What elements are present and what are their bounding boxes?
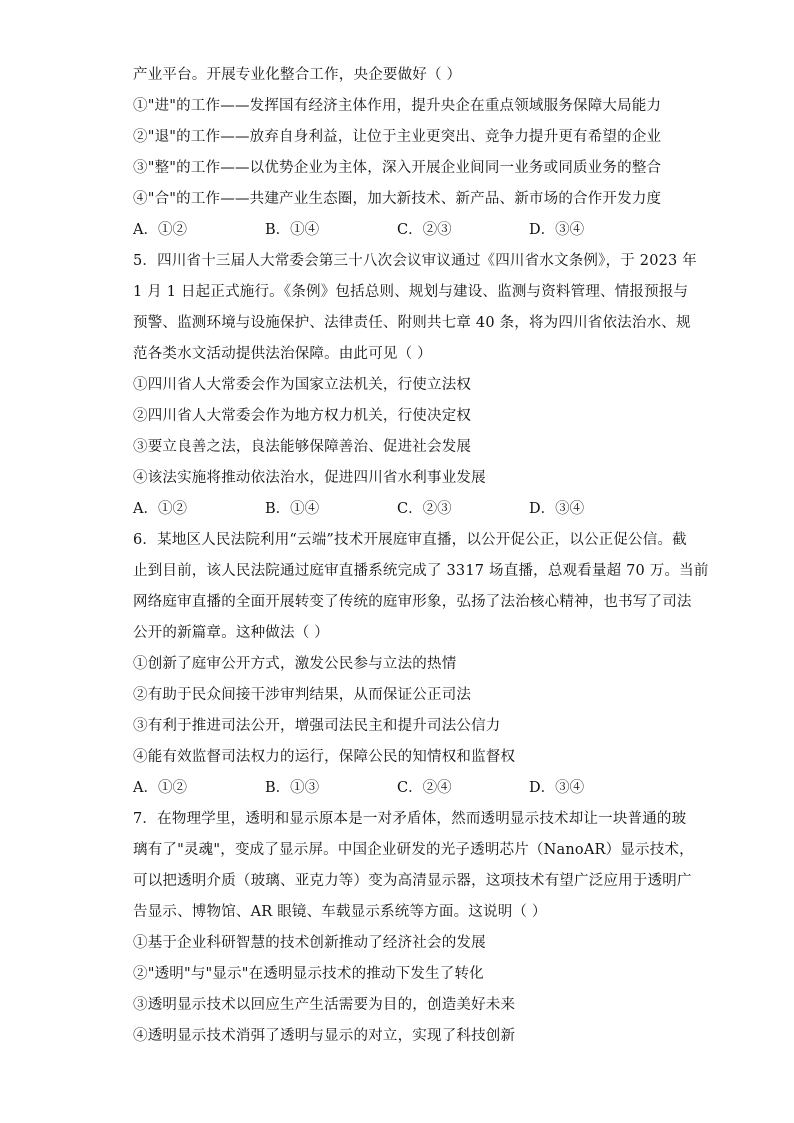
- q6-option-d: D．③④: [529, 780, 585, 796]
- q4-options: [133, 215, 661, 246]
- q5-stem-line-1: 5．四川省十三届人大常委会第三十八次会议审议通过《四川省水文条例》，于 2023 年: [133, 253, 697, 269]
- q5-statement-3: ③要立良善之法，良法能够保障善治、促进社会发展: [133, 439, 472, 455]
- q6-statement-1: ①创新了庭审公开方式，激发公民参与立法的热情: [133, 656, 457, 672]
- q5-option-a: A．①②: [133, 501, 187, 517]
- q7-statement-2: ②"透明"与"显示"在透明显示技术的推动下发生了转化: [133, 966, 484, 982]
- q5-options: [133, 494, 661, 525]
- q5-option-b: B．①④: [265, 501, 320, 517]
- q6-option-b: B．①③: [265, 780, 320, 796]
- q7-stem-line-2: 璃有了"灵魂"，变成了显示屏。中国企业研发的光子透明芯片（NanoAR）显示技术，: [133, 842, 694, 858]
- q6-statement-3: ③有利于推进司法公开，增强司法民主和提升司法公信力: [133, 718, 501, 734]
- q6-stem-line-1: 6．某地区人民法院利用“云端”技术开展庭审直播，以公开促公正，以公正促公信。截: [133, 532, 687, 548]
- q4-option-d: D．③④: [529, 222, 585, 238]
- q4-option-c: C．②③: [397, 222, 452, 238]
- q6-option-c: C．②④: [397, 780, 452, 796]
- q4-option-a: A．①②: [133, 222, 187, 238]
- q7-statement-4: ④透明显示技术消弭了透明与显示的对立，实现了科技创新: [133, 1028, 516, 1044]
- question-4-stem-tail: 产业平台。开展专业化整合工作，央企要做好（ ）: [133, 67, 462, 83]
- q6-statement-2: ②有助于民众间接干涉审判结果，从而保证公正司法: [133, 687, 472, 703]
- q5-option-d: D．③④: [529, 501, 585, 517]
- q4-option-b: B．①④: [265, 222, 320, 238]
- q4-statement-3: ③"整"的工作——以优势企业为主体，深入开展企业间同一业务或同质业务的整合: [133, 160, 662, 176]
- q5-stem-line-3: 预警、监测环境与设施保护、法律责任、附则共七章 40 条，将为四川省依法治水、规: [133, 315, 691, 331]
- q6-statement-4: ④能有效监督司法权力的运行，保障公民的知情权和监督权: [133, 749, 516, 765]
- q6-stem-line-2: 止到目前，该人民法院通过庭审直播系统完成了 3317 场直播，总观看量超 70 万。当前: [133, 563, 709, 579]
- q4-statement-1: ①"进"的工作——发挥国有经济主体作用，提升央企在重点领域服务保障大局能力: [133, 98, 662, 114]
- q5-statement-2: ②四川省人大常委会作为地方权力机关，行使决定权: [133, 408, 472, 424]
- q5-statement-4: ④该法实施将推动依法治水，促进四川省水利事业发展: [133, 470, 486, 486]
- q7-stem-line-3: 可以把透明介质（玻璃、亚克力等）变为高清显示器，这项技术有望广泛应用于透明广: [133, 873, 692, 889]
- q6-options: [133, 773, 661, 804]
- q5-statement-1: ①四川省人大常委会作为国家立法机关，行使立法权: [133, 377, 472, 393]
- q6-option-a: A．①②: [133, 780, 187, 796]
- q7-statement-1: ①基于企业科研智慧的技术创新推动了经济社会的发展: [133, 935, 486, 951]
- q5-option-c: C．②③: [397, 501, 452, 517]
- exam-page: [133, 60, 709, 1052]
- q7-stem-line-1: 7．在物理学里，透明和显示原本是一对矛盾体，然而透明显示技术却让一块普通的玻: [133, 811, 687, 827]
- q7-stem-line-4: 告显示、博物馆、AR 眼镜、车载显示系统等方面。这说明（ ）: [133, 904, 547, 920]
- q4-statement-2: ②"退"的工作——放弃自身利益，让位于主业更突出、竞争力提升更有希望的企业: [133, 129, 662, 145]
- q7-statement-3: ③透明显示技术以回应生产生活需要为目的，创造美好未来: [133, 997, 516, 1013]
- q5-stem-line-2: 1 月 1 日起正式施行。《条例》包括总则、规划与建设、监测与资料管理、情报预报与: [133, 284, 689, 300]
- q6-stem-line-4: 公开的新篇章。这种做法（ ）: [133, 625, 329, 641]
- q5-stem-line-4: 范各类水文活动提供法治保障。由此可见（ ）: [133, 346, 432, 362]
- q6-stem-line-3: 网络庭审直播的全面开展转变了传统的庭审形象，弘扬了法治核心精神，也书写了司法: [133, 594, 692, 610]
- q4-statement-4: ④"合"的工作——共建产业生态圈，加大新技术、新产品、新市场的合作开发力度: [133, 191, 662, 207]
